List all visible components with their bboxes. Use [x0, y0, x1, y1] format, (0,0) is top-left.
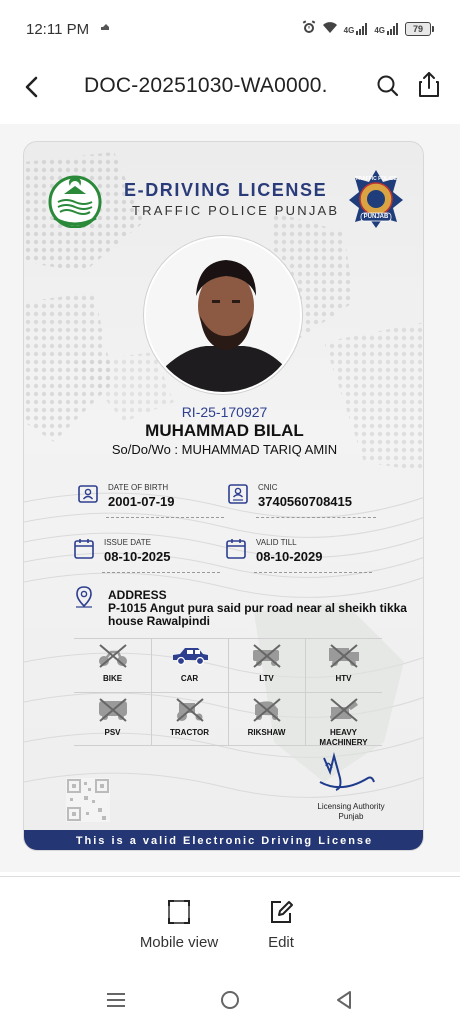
license-categories-grid [74, 638, 382, 746]
back-triangle-icon[interactable] [332, 988, 356, 1012]
tractor-icon [173, 697, 207, 723]
category-label: TRACTOR [170, 728, 209, 737]
holder-name: MUHAMMAD BILAL [145, 421, 304, 440]
system-navigation-bar [0, 980, 460, 1024]
category-label: LTV [259, 674, 274, 683]
signal-2-icon [374, 23, 399, 35]
cnic-icon [228, 483, 248, 505]
address-label: ADDRESS [108, 588, 167, 602]
category-psv [74, 692, 151, 746]
status-time: 12:11 PM [26, 21, 90, 38]
authority-signature [312, 748, 392, 796]
relation-name: So/Do/Wo : MUHAMMAD TARIQ AMIN [111, 442, 338, 457]
home-circle-icon[interactable] [218, 988, 242, 1012]
punjab-government-logo [44, 172, 106, 228]
edit-icon [268, 898, 294, 926]
valid-till-value: 08-10-2029 [256, 549, 323, 564]
qr-code [66, 778, 110, 822]
holder-photo [144, 236, 302, 394]
category-rikshaw [228, 692, 305, 746]
car-icon [169, 643, 211, 669]
category-car [151, 638, 228, 692]
id-card-icon [78, 483, 98, 505]
issue-date-value: 08-10-2025 [104, 549, 171, 564]
license-title: E-DRIVING LICENSE [124, 180, 328, 200]
bottom-divider [0, 876, 460, 877]
mobile-view-button[interactable] [134, 898, 224, 951]
authority-line-1: Licensing Authority [317, 802, 385, 811]
category-ltv [228, 638, 305, 692]
wifi-icon [322, 21, 338, 37]
app-bar [0, 60, 460, 114]
category-label: RIKSHAW [247, 728, 286, 737]
edit-label: Edit [268, 934, 294, 951]
calendar-icon [226, 538, 246, 560]
bike-icon [96, 643, 130, 669]
htv-icon [327, 643, 361, 669]
category-heavy-machinery [305, 692, 382, 746]
search-icon[interactable] [374, 72, 402, 100]
battery-icon [405, 22, 434, 36]
signal-1-icon [344, 23, 369, 35]
card-footer: This is a valid Electronic Driving License [24, 830, 424, 851]
psv-icon [96, 697, 130, 723]
battery-level: 79 [405, 22, 431, 36]
network-type-1: 4G [343, 25, 355, 35]
alarm-icon [302, 20, 316, 37]
driving-license-card [23, 141, 424, 851]
license-subtitle: TRAFFIC POLICE PUNJAB [132, 203, 340, 218]
address-value: P-1015 Angut pura said pur road near al sheikh tikka house Rawalpindi [108, 601, 407, 628]
calendar-icon [74, 538, 94, 560]
rikshaw-icon [250, 697, 284, 723]
licensing-authority [294, 802, 408, 822]
ltv-icon [250, 643, 284, 669]
category-label: HEAVY MACHINERY [319, 728, 368, 747]
category-label: CAR [180, 674, 199, 683]
category-label: BIKE [102, 674, 123, 683]
share-icon[interactable] [415, 70, 443, 100]
dob-label: DATE OF BIRTH [108, 483, 169, 492]
status-bar [0, 0, 460, 60]
cnic-label: CNIC [258, 483, 278, 492]
cnic-value: 3740560708415 [258, 494, 352, 509]
traffic-police-badge [347, 168, 405, 230]
valid-till-label: VALID TILL [256, 538, 297, 547]
document-viewer[interactable] [0, 124, 460, 872]
mobile-view-icon [166, 898, 192, 926]
category-bike [74, 638, 151, 692]
authority-line-2: Punjab [338, 812, 364, 821]
edit-button[interactable] [256, 898, 306, 951]
category-label: HTV [335, 674, 352, 683]
mobile-view-label: Mobile view [139, 934, 219, 951]
category-label: PSV [104, 728, 121, 737]
heavy-machinery-icon [327, 697, 361, 723]
category-tractor [151, 692, 228, 746]
license-number: RI-25-170927 [181, 404, 268, 420]
cloud-sync-icon [99, 22, 111, 35]
recents-menu-icon[interactable] [104, 988, 128, 1012]
category-htv [305, 638, 382, 692]
issue-date-label: ISSUE DATE [104, 538, 151, 547]
document-title: DOC-20251030-WA0000. [84, 74, 328, 97]
location-pin-icon [74, 585, 94, 609]
back-arrow-icon[interactable] [18, 72, 48, 102]
status-icons [302, 20, 434, 37]
dob-value: 2001-07-19 [108, 494, 175, 509]
network-type-2: 4G [374, 25, 385, 35]
badge-text-bottom: PUNJAB [363, 214, 389, 220]
badge-text-top: TRAFFIC POLICE [355, 176, 397, 182]
